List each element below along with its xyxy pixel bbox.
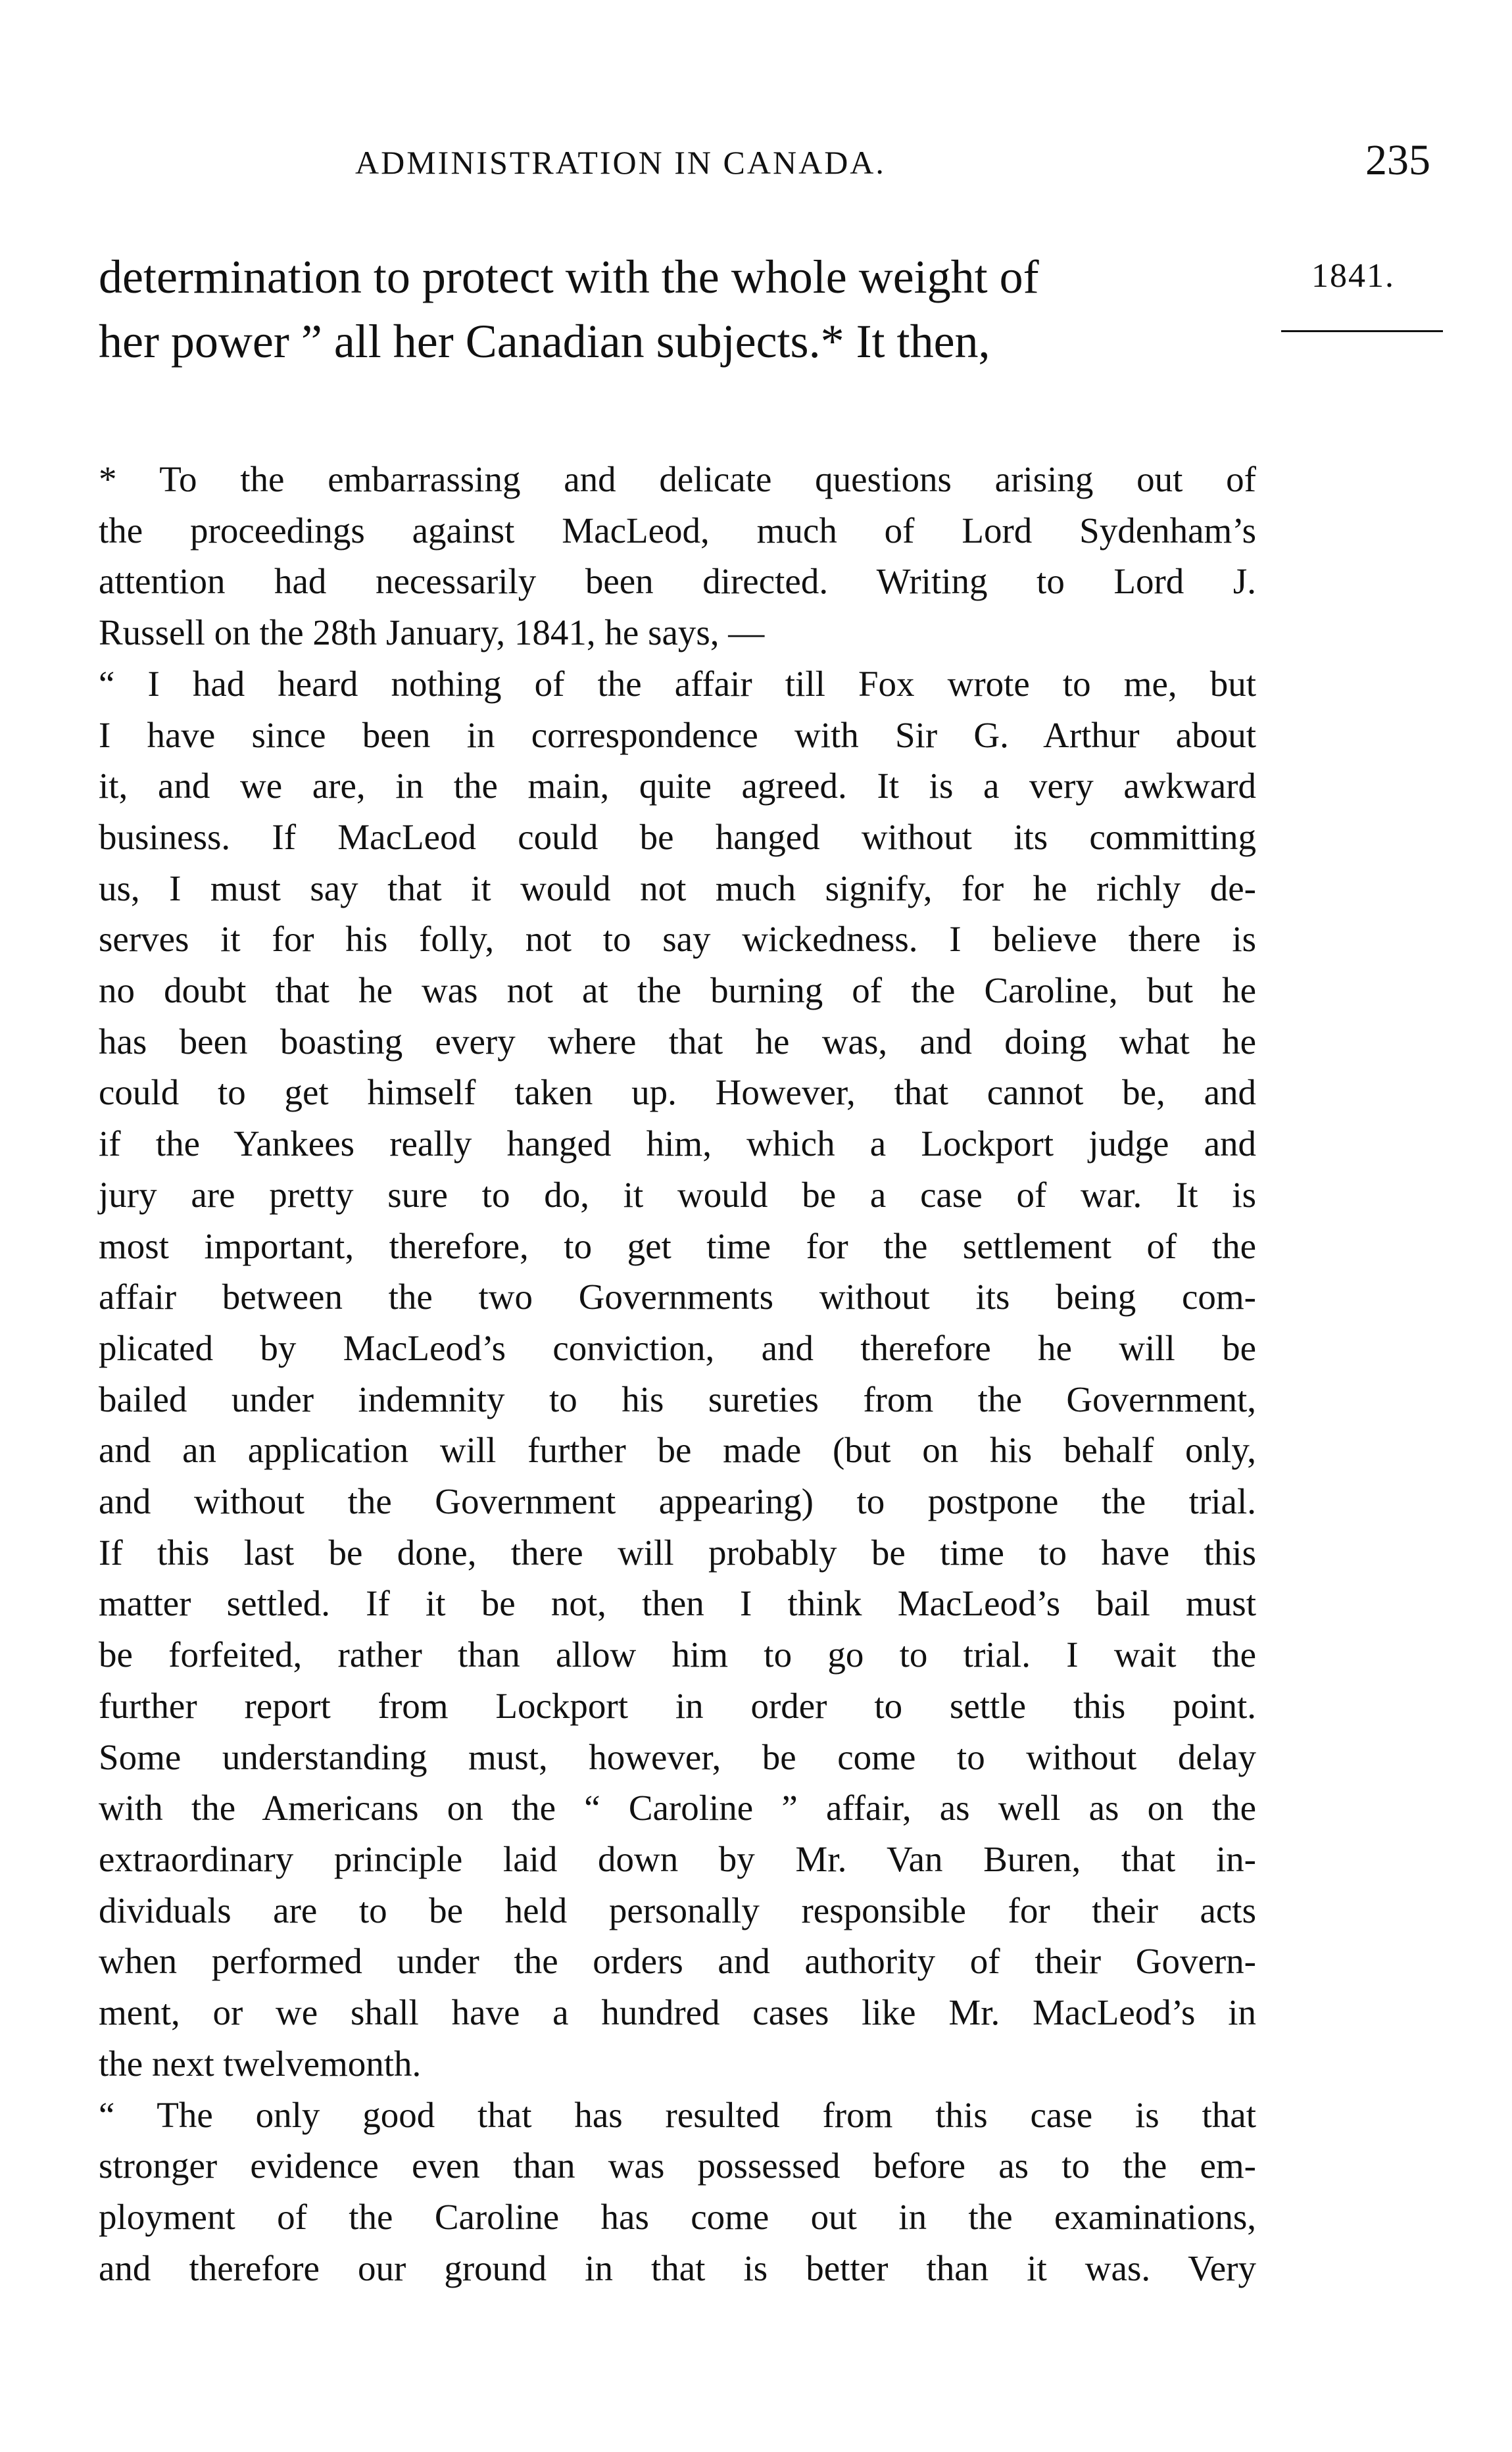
footnote-line: the next twelvemonth. [99,2043,422,2084]
footnote-line: most important, therefore, to get time for the settlement of the [99,1225,1256,1266]
footnote-line: matter settled. If it be not, then I think MacLeod’s bail must [99,1583,1256,1624]
footnote-line: extraordinary principle laid down by Mr. Van Buren, that in- [99,1838,1256,1879]
footnote-line: further report from Lockport in order to settle this point. [99,1685,1256,1726]
footnote-paragraph [99,2090,1256,2294]
main-text-line: her power ” all her Canadian subjects.* It then, [99,315,990,368]
footnote-line: ployment of the Caroline has come out in the examinations, [99,2196,1256,2237]
main-text-line: determination to protect with the whole weight of [99,251,1039,303]
footnote-line: plicated by MacLeod’s conviction, and therefore he will be [99,1327,1256,1368]
footnote-line: jury are pretty sure to do, it would be a case of war. It is [99,1174,1256,1215]
footnote [99,454,1256,2293]
footnote-line: and therefore our ground in that is better than it was. Very [99,2247,1256,2288]
page-number: 235 [1365,136,1430,184]
main-text [99,245,1250,374]
footnote-line: “ I had heard nothing of the affair till Fox wrote to me, but [99,663,1256,704]
margin-rule [1281,330,1443,332]
footnote-line: ment, or we shall have a hundred cases like Mr. MacLeod’s in [99,1992,1256,2033]
margin-year-note: 1841. [1311,257,1395,295]
footnote-line: us, I must say that it would not much signify, for he richly de- [99,868,1256,908]
footnote-line: If this last be done, there will probably be time to have this [99,1532,1256,1573]
footnote-line: “ The only good that has resulted from this case is that [99,2094,1256,2135]
footnote-line: dividuals are to be held personally responsible for their acts [99,1890,1256,1930]
footnote-line: be forfeited, rather than allow him to go to trial. I wait the [99,1634,1256,1675]
footnote-line: could to get himself taken up. However, that cannot be, and [99,1072,1256,1113]
footnote-line: the proceedings against MacLeod, much of Lord Sydenham’s [99,510,1256,551]
footnote-line: business. If MacLeod could be hanged without its committing [99,816,1256,857]
footnote-line: Some understanding must, however, be come to without delay [99,1736,1256,1777]
footnote-line: * To the embarrassing and delicate questions arising out of [99,459,1256,499]
footnote-line: when performed under the orders and authority of their Govern- [99,1941,1256,1982]
footnote-line: bailed under indemnity to his sureties from the Government, [99,1379,1256,1419]
footnote-line: with the Americans on the “ Caroline ” affair, as well as on the [99,1788,1256,1828]
footnote-line: if the Yankees really hanged him, which a Lockport judge and [99,1123,1256,1164]
footnote-line: has been boasting every where that he was, and doing what he [99,1021,1256,1062]
footnote-line: attention had necessarily been directed. Writing to Lord J. [99,561,1256,602]
footnote-line: Russell on the 28th January, 1841, he says, — [99,612,765,653]
footnote-line: affair between the two Governments without its being com- [99,1277,1256,1317]
running-head: ADMINISTRATION IN CANADA. [355,144,886,181]
footnote-paragraph [99,658,1256,2090]
footnote-paragraph [99,454,1256,658]
footnote-line: stronger evidence even than was possessed before as to the em- [99,2146,1256,2186]
footnote-line: and without the Government appearing) to postpone the trial. [99,1481,1256,1522]
footnote-line: serves it for his folly, not to say wickedness. I believe there is [99,919,1256,960]
footnote-line: no doubt that he was not at the burning of the Caroline, but he [99,970,1256,1011]
footnote-line: I have since been in correspondence with Sir G. Arthur about [99,714,1256,755]
footnote-line: it, and we are, in the main, quite agreed. It is a very awkward [99,766,1256,806]
footnote-line: and an application will further be made (but on his behalf only, [99,1430,1256,1471]
